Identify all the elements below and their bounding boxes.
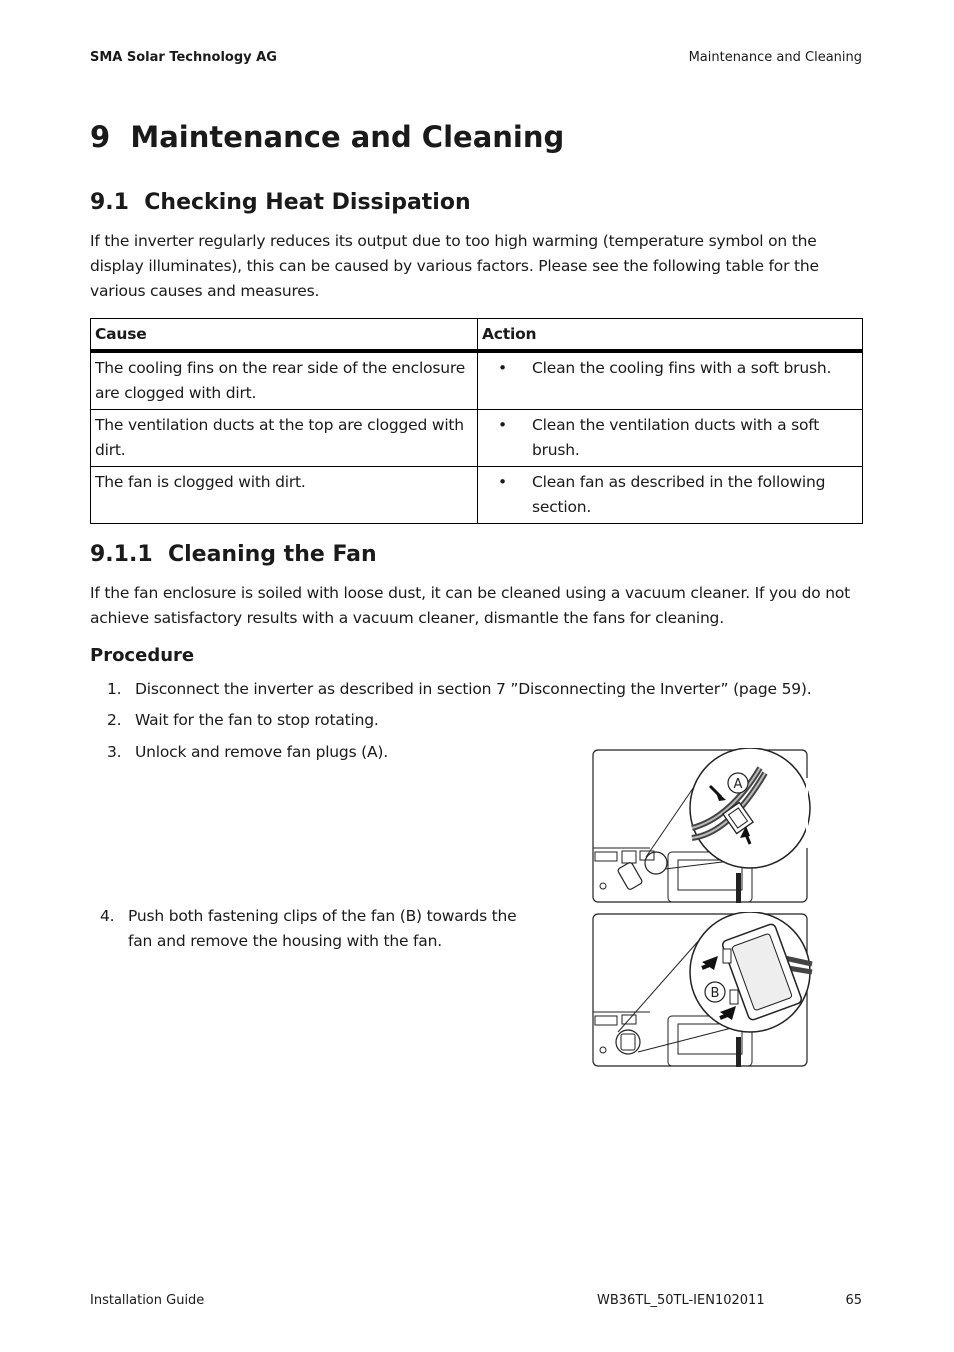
action-text: Clean the cooling fins with a soft brush. [532,359,832,377]
procedure-heading: Procedure [90,645,195,666]
bullet: • [498,359,507,377]
table-cell-cause: The ventilation ducts at the top are clogged with dirt. [91,410,478,467]
bullet: • [498,473,507,491]
fan-plug-illustration [590,748,815,906]
action-text: Clean fan as described in the following section. [532,473,826,516]
section-9-1-1-intro: If the fan enclosure is soiled with loose dust, it can be cleaned using a vacuum cleaner. If you do not achieve satisfactory results with a vacuum cleaner, dismantle the fans for cleaning. [90,584,851,627]
table-header-action: Action [478,319,863,352]
table-row [91,351,863,410]
list-item [90,740,530,765]
table-cell-cause: The cooling fins on the rear side of the enclosure are clogged with dirt. [91,351,478,410]
table-cell-cause: The fan is clogged with dirt. [91,467,478,524]
table-header-row [91,319,863,352]
section-title-9-1: 9.1 Checking Heat Dissipation [90,190,471,215]
header-section: Maintenance and Cleaning [688,50,862,65]
table-header-cause: Cause [91,319,478,352]
step-number: 3. [107,743,122,761]
table-row [91,410,863,467]
step-number: 4. [100,907,115,925]
list-item [90,708,850,733]
list-item [90,677,850,702]
step-text: Wait for the fan to stop rotating. [135,711,379,729]
footer-doc-code: WB36TL_50TL-IEN102011 [597,1293,765,1308]
step-text: Unlock and remove fan plugs (A). [135,743,388,761]
bullet: • [498,416,507,434]
cause-action-table [90,318,863,524]
step-number: 1. [107,680,122,698]
header-company: SMA Solar Technology AG [90,50,277,65]
table-row [91,467,863,524]
table-cell-action [478,351,863,410]
fan-clips-illustration [590,912,815,1070]
action-text: Clean the ventilation ducts with a soft brush. [532,416,820,459]
step-text: Push both fastening clips of the fan (B) towards the fan and remove the housing with the fan. [128,907,517,950]
list-item [90,904,530,954]
table-cell-action [478,410,863,467]
figure-label-a: A [733,777,743,792]
step-number: 2. [107,711,122,729]
step-text: Disconnect the inverter as described in section 7 ”Disconnecting the Inverter” (page 59). [135,680,812,698]
footer-doc-type: Installation Guide [90,1293,205,1308]
section-title-9-1-1: 9.1.1 Cleaning the Fan [90,542,377,567]
section-9-1-intro: If the inverter regularly reduces its output due to too high warming (temperature symbol on the display illuminates), this can be caused by various factors. Please see the following table for the various causes and measures. [90,232,819,300]
figure-label-b: B [710,986,720,1001]
page-number: 65 [845,1293,862,1308]
chapter-title: 9 Maintenance and Cleaning [90,120,565,154]
table-cell-action [478,467,863,524]
